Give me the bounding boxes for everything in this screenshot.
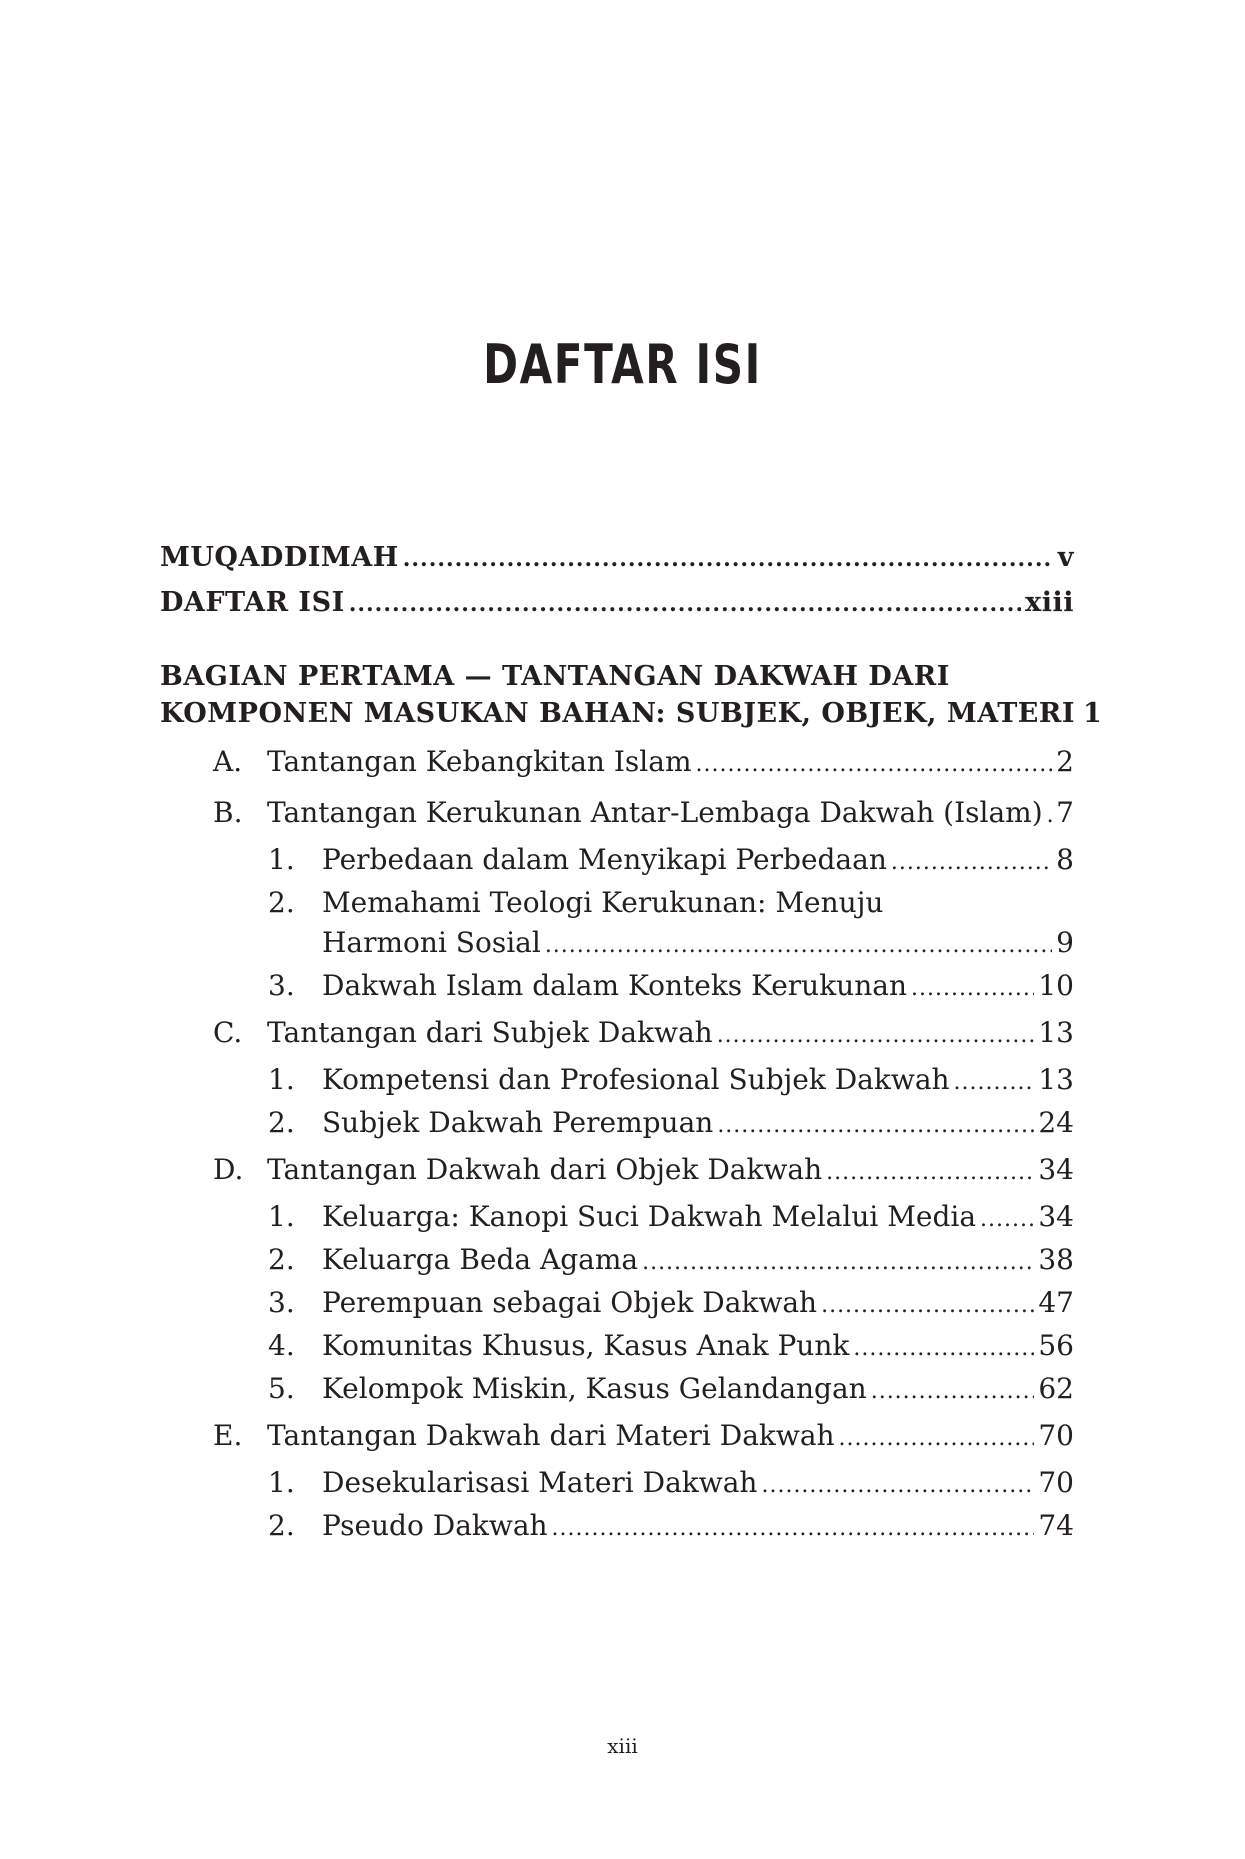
subsection-number: 3.	[268, 969, 295, 1002]
dot-leader	[642, 1243, 1034, 1283]
dot-leader	[911, 969, 1034, 1009]
subsection-label: Perempuan sebagai Objek Dakwah	[322, 1286, 818, 1319]
toc-subsection-c2[interactable]	[160, 1103, 1074, 1146]
toc-entry-muqaddimah[interactable]	[160, 538, 1074, 579]
subsection-number: 3.	[268, 1286, 295, 1319]
toc-entry-daftar-isi[interactable]	[160, 583, 1074, 624]
toc-subsection-b3[interactable]	[160, 966, 1074, 1009]
toc-entry-page: xiii	[1025, 587, 1074, 618]
section-label: Tantangan Kerukunan Antar-Lembaga Dakwah (Islam)	[267, 796, 1043, 829]
subsection-number: 4.	[268, 1329, 295, 1362]
toc-entry-label: DAFTAR ISI	[160, 587, 345, 618]
section-page: 2	[1056, 745, 1074, 778]
section-page: 70	[1038, 1419, 1074, 1452]
subsection-label: Desekularisasi Materi Dakwah	[322, 1466, 758, 1499]
section-label: Tantangan Dakwah dari Materi Dakwah	[267, 1419, 835, 1452]
dot-leader	[403, 539, 1054, 579]
dot-leader	[871, 1372, 1035, 1412]
toc-subsection-b2-continued[interactable]	[160, 923, 1074, 966]
toc-entry-label: MUQADDIMAH	[160, 542, 399, 573]
dot-leader	[853, 1329, 1034, 1369]
toc-section-b[interactable]	[160, 793, 1074, 836]
toc-subsection-e1[interactable]	[160, 1463, 1074, 1506]
subsection-number: 1.	[268, 1466, 295, 1499]
subsection-number: 1.	[268, 1063, 295, 1096]
subsection-page: 8	[1056, 843, 1074, 876]
dot-leader	[954, 1063, 1035, 1103]
section-letter: E.	[213, 1419, 243, 1452]
subsection-label: Pseudo Dakwah	[322, 1509, 548, 1542]
subsection-page: 10	[1038, 969, 1074, 1002]
subsection-page: 47	[1038, 1286, 1074, 1319]
section-letter: A.	[213, 745, 243, 778]
section-letter: D.	[213, 1153, 244, 1186]
subsection-number: 2.	[268, 886, 295, 919]
dot-leader	[891, 843, 1052, 883]
toc-subsection-d3[interactable]	[160, 1283, 1074, 1326]
subsection-page: 56	[1038, 1329, 1074, 1362]
subsection-page: 62	[1038, 1372, 1074, 1405]
dot-leader	[552, 1509, 1035, 1549]
toc-entry-page: v	[1057, 542, 1074, 573]
subsection-number: 1.	[268, 843, 295, 876]
subsection-page: 9	[1056, 926, 1074, 959]
subsection-label: Dakwah Islam dalam Konteks Kerukunan	[322, 969, 907, 1002]
dot-leader	[349, 584, 1021, 624]
toc-section-d[interactable]	[160, 1150, 1074, 1193]
subsection-page: 34	[1038, 1200, 1074, 1233]
subsection-label: Perbedaan dalam Menyikapi Perbedaan	[322, 843, 887, 876]
dot-leader	[545, 926, 1052, 966]
subsection-page: 13	[1038, 1063, 1074, 1096]
subsection-page: 70	[1038, 1466, 1074, 1499]
toc-entry-part-1[interactable]	[160, 695, 1103, 734]
dot-leader	[696, 745, 1053, 785]
section-page: 34	[1038, 1153, 1074, 1186]
toc-subsection-b2[interactable]	[160, 883, 1074, 923]
dot-leader	[821, 1286, 1034, 1326]
dot-leader	[761, 1466, 1034, 1506]
section-letter: C.	[213, 1016, 243, 1049]
toc-section-e[interactable]	[160, 1416, 1074, 1459]
subsection-label-continued: Harmoni Sosial	[322, 926, 541, 959]
section-label: Tantangan Kebangkitan Islam	[267, 745, 692, 778]
section-label: Tantangan dari Subjek Dakwah	[267, 1016, 713, 1049]
subsection-page: 24	[1038, 1106, 1074, 1139]
dot-leader	[1047, 796, 1053, 836]
toc-subsection-d2[interactable]	[160, 1240, 1074, 1283]
subsection-label: Keluarga Beda Agama	[322, 1243, 639, 1276]
part-heading-line1: BAGIAN PERTAMA — TANTANGAN DAKWAH DARI	[160, 661, 950, 692]
subsection-label: Komunitas Khusus, Kasus Anak Punk	[322, 1329, 850, 1362]
dot-leader	[826, 1153, 1034, 1193]
toc-subsection-d5[interactable]	[160, 1369, 1074, 1412]
toc-section-a[interactable]	[160, 742, 1074, 785]
subsection-number: 2.	[268, 1509, 295, 1542]
page-title: DAFTAR ISI	[483, 333, 762, 396]
subsection-label: Memahami Teologi Kerukunan: Menuju	[322, 886, 884, 919]
section-page: 13	[1038, 1016, 1074, 1049]
part-heading-line2: KOMPONEN MASUKAN BAHAN: SUBJEK, OBJEK, MATERI	[160, 698, 1075, 729]
dot-leader	[839, 1419, 1035, 1459]
subsection-number: 2.	[268, 1106, 295, 1139]
toc-section-c[interactable]	[160, 1013, 1074, 1056]
section-page: 7	[1056, 796, 1074, 829]
dot-leader	[717, 1106, 1034, 1146]
toc-subsection-c1[interactable]	[160, 1060, 1074, 1103]
toc-subsection-e2[interactable]	[160, 1506, 1074, 1549]
subsection-number: 5.	[268, 1372, 295, 1405]
subsection-number: 1.	[268, 1200, 295, 1233]
subsection-page: 38	[1038, 1243, 1074, 1276]
section-label: Tantangan Dakwah dari Objek Dakwah	[267, 1153, 823, 1186]
subsection-number: 2.	[268, 1243, 295, 1276]
subsection-label: Keluarga: Kanopi Suci Dakwah Melalui Media	[322, 1200, 977, 1233]
dot-leader	[717, 1016, 1035, 1056]
toc-entry-page: 1	[1082, 698, 1103, 729]
subsection-label: Kelompok Miskin, Kasus Gelandangan	[322, 1372, 867, 1405]
table-of-contents	[160, 538, 1103, 1549]
toc-subsection-d4[interactable]	[160, 1326, 1074, 1369]
subsection-label: Kompetensi dan Profesional Subjek Dakwah	[322, 1063, 950, 1096]
toc-subsection-d1[interactable]	[160, 1197, 1074, 1240]
toc-subsection-b1[interactable]	[160, 840, 1074, 883]
section-letter: B.	[213, 796, 243, 829]
dot-leader	[980, 1200, 1034, 1240]
subsection-label: Subjek Dakwah Perempuan	[322, 1106, 714, 1139]
footer-page-number: xiii	[607, 1734, 638, 1758]
subsection-page: 74	[1038, 1509, 1074, 1542]
